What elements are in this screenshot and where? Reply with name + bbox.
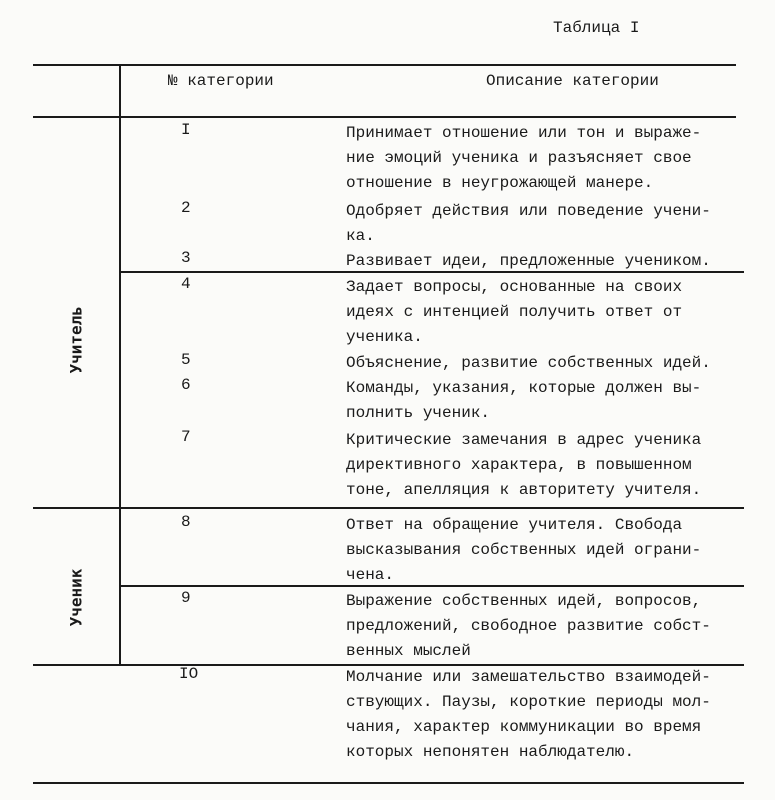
category-number: I [181,121,191,139]
category-description: Принимает отношение или тон и выраже- ние эмоций ученика и разъясняет свое отношение в неугрожающей манере. [346,124,702,192]
category-number: 6 [181,376,191,394]
category-description: Молчание или замешательство взаимодей- ствующих. Паузы, короткие периоды мол- чания, характер коммуникации во время которых непонятен наблюдателю. [346,668,711,761]
column-divider [119,64,121,665]
category-description: Объяснение, развитие собственных идей. [346,354,711,372]
header-rule [33,116,736,118]
category-number: 9 [181,589,191,607]
category-description: Одобряет действия или поведение учени- ка. [346,202,711,245]
bottom-rule [33,782,744,784]
category-description: Команды, указания, которые должен вы- полнить ученик. [346,379,702,422]
category-number: 7 [181,428,191,446]
category-number: 4 [181,275,191,293]
category-number: 2 [181,199,191,217]
category-description: Ответ на обращение учителя. Свобода высказывания собственных идей ограни- чена. [346,516,702,584]
category-number: 8 [181,513,191,531]
category-number: 5 [181,351,191,369]
group-label-teacher: Учитель [66,306,86,374]
category-number: 3 [181,249,191,267]
category-number: IO [179,665,199,683]
header-category-no: № категории [168,72,274,90]
group-rule-teacher-student [33,507,744,509]
group-label-student: Ученик [66,568,86,627]
table-title: Таблица I [553,19,640,37]
category-description: Развивает идеи, предложенные учеником. [346,252,711,270]
header-category-desc: Описание категории [486,72,659,90]
category-description: Выражение собственных идей, вопросов, предложений, свободное развитие собст- венных мыслей [346,592,711,660]
category-description: Задает вопросы, основанные на своих идеях с интенцией получить ответ от ученика. [346,278,683,346]
top-rule [33,64,736,66]
category-description: Критические замечания в адрес ученика директивного характера, в повышенном тоне, апелляция к авторитету учителя. [346,431,702,499]
